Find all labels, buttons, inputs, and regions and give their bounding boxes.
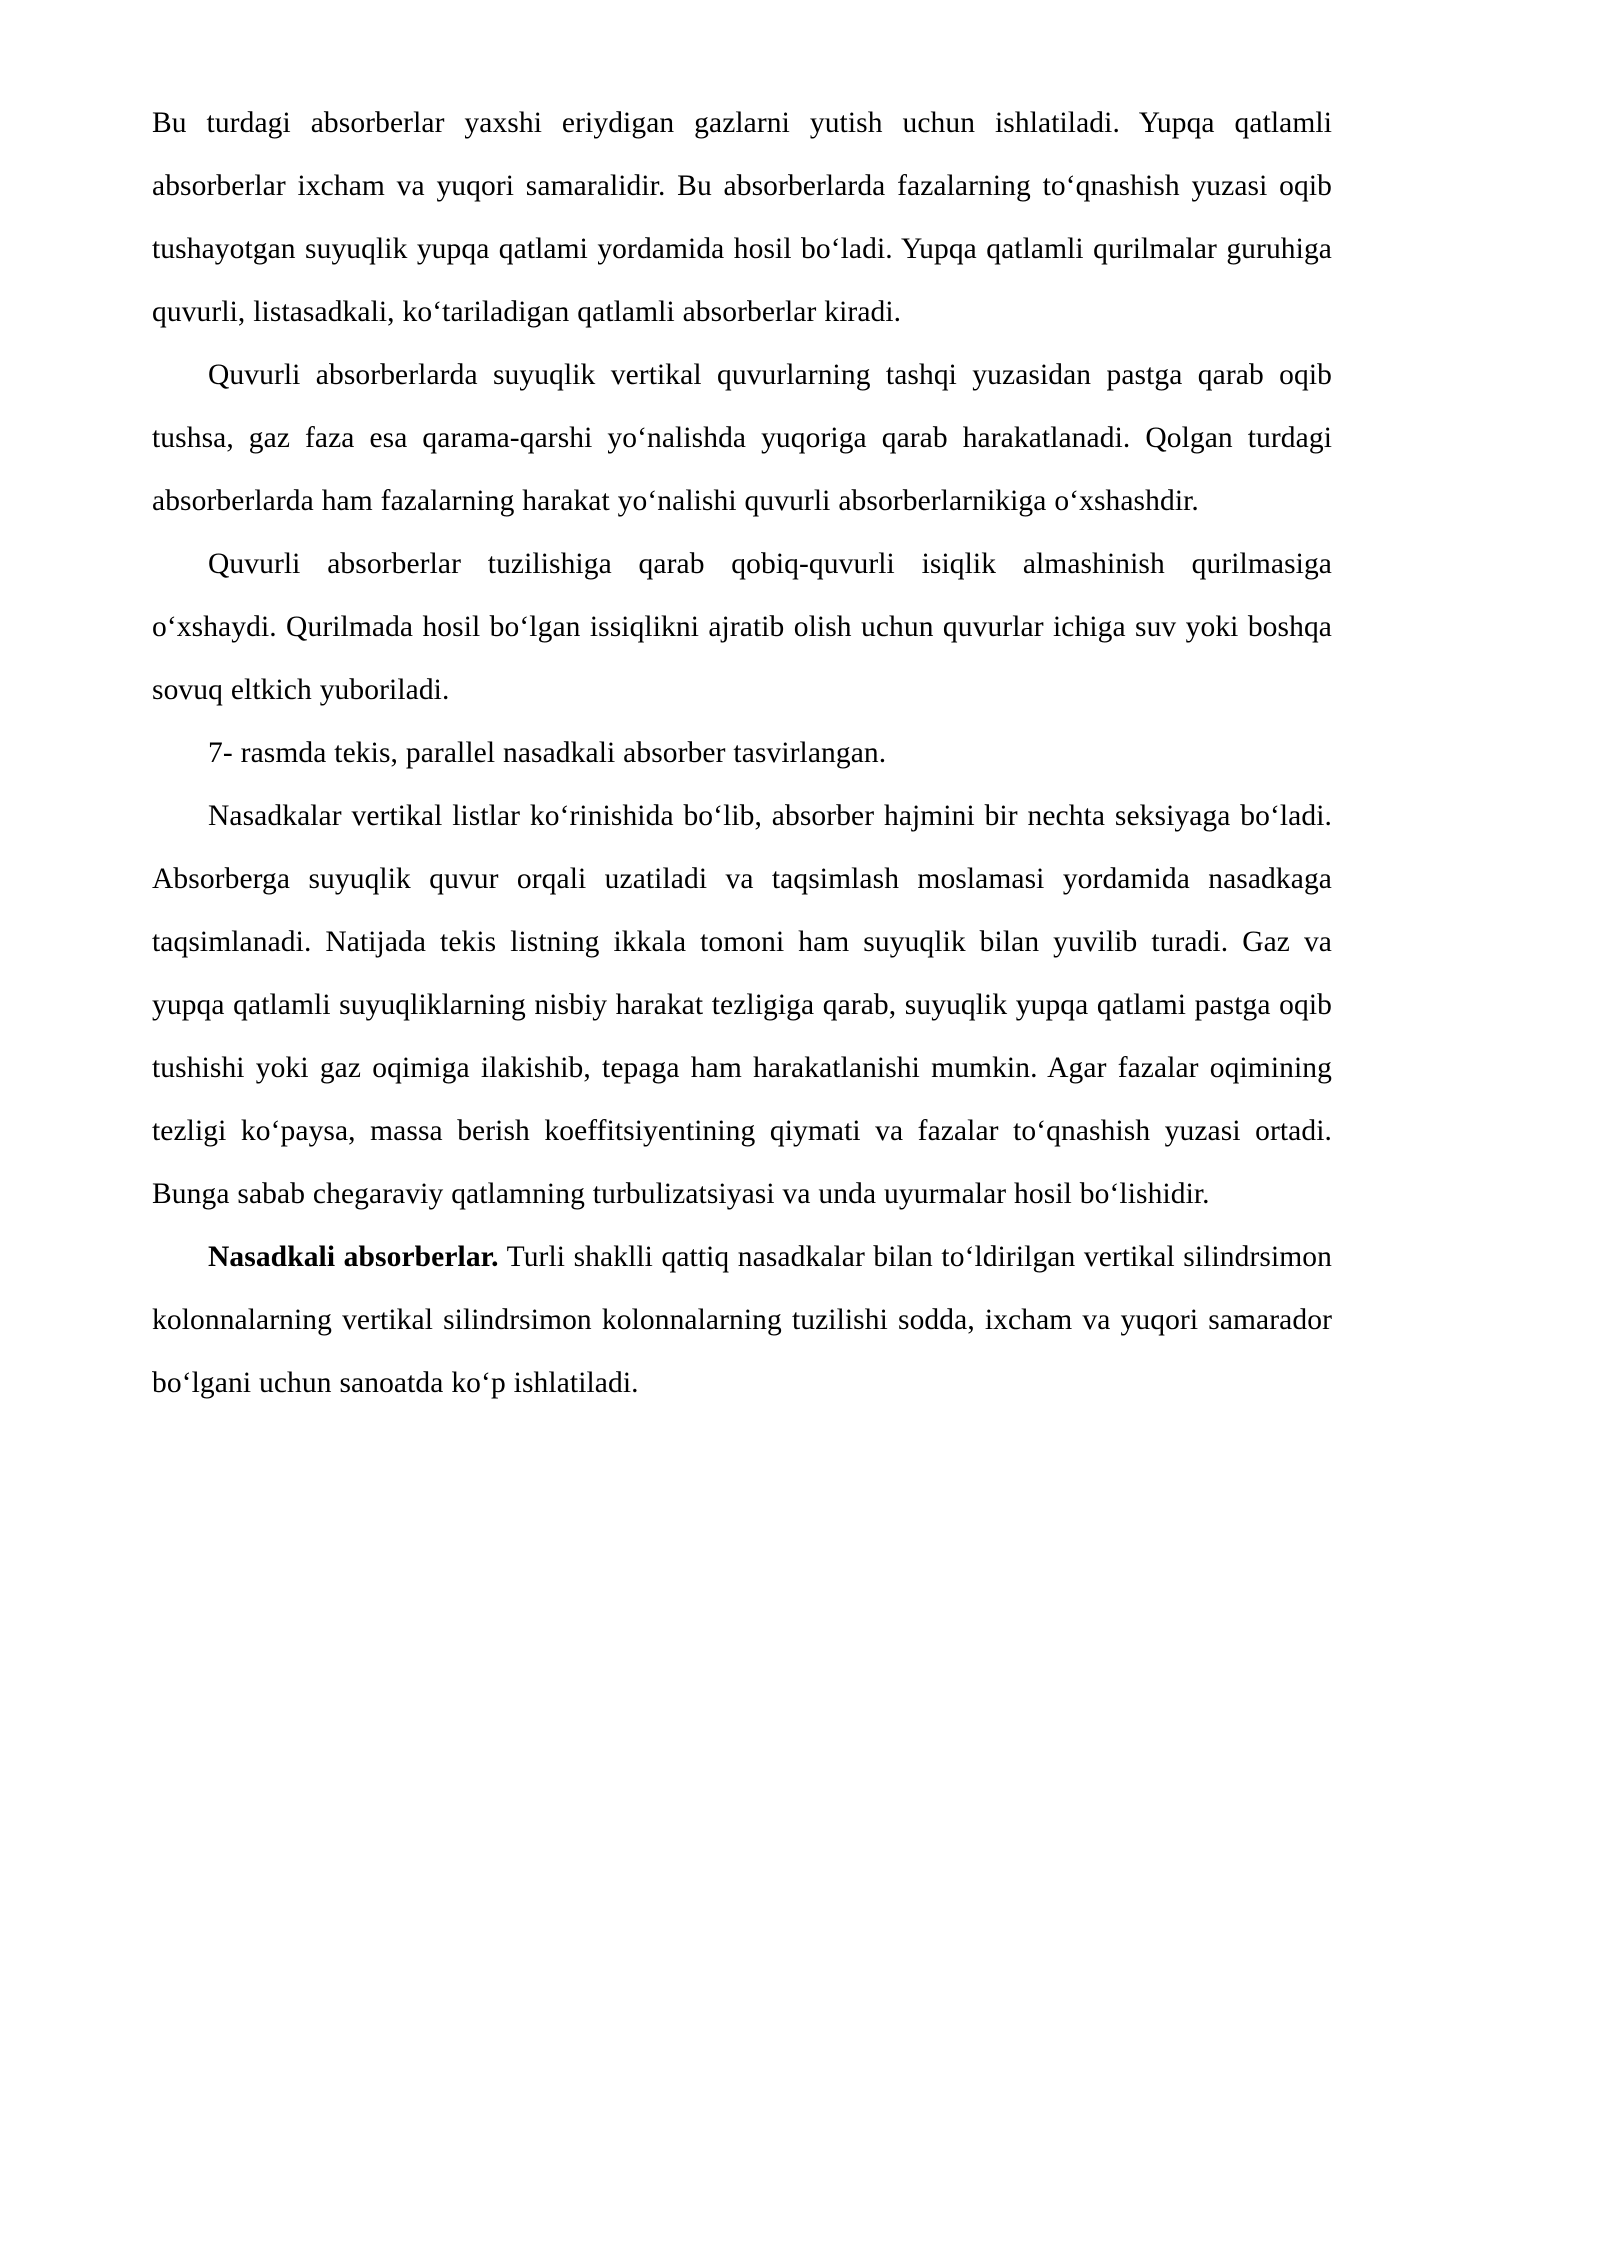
paragraph-6 [152,1226,1332,1415]
paragraph-1: Bu turdagi absorberlar yaxshi eriydigan gazlarni yutish uchun ishlatiladi. Yupqa qatlamli absorberlar ixcham va yuqori samaralidir. Bu absorberlarda fazalarning to‘qnashish yuzasi oqib tushayotgan suyuqlik yupqa qatlami yordamida hosil bo‘ladi. Yupqa qatlamli qurilmalar guruhiga quvurli, listasadkali, ko‘tariladigan qatlamli absorberlar kiradi. [152,107,1332,328]
paragraph-3: Quvurli absorberlar tuzilishiga qarab qobiq-quvurli isiqlik almashinish qurilmasiga o‘xshaydi. Qurilmada hosil bo‘lgan issiqlikni ajratib olish uchun quvurlar ichiga suv yoki boshqa sovuq eltkich yuboriladi. [152,548,1332,706]
paragraph-2: Quvurli absorberlarda suyuqlik vertikal quvurlarning tashqi yuzasidan pastga qarab oqib tushsa, gaz faza esa qarama-qarshi yo‘nalishda yuqoriga qarab harakatlanadi. Qolgan turdagi absorberlarda ham fazalarning harakat yo‘nalishi quvurli absorberlarnikiga o‘xshashdir. [152,359,1332,517]
paragraph-6-body: Turli shaklli qattiq nasadkalar bilan to‘ldirilgan vertikal silindrsimon kolonnalarning vertikal silindrsimon kolonnalarning tuzilishi sodda, ixcham va yuqori samarador bo‘lgani uchun sanoatda ko‘p ishlatiladi. [152,1241,1332,1399]
text-column [152,92,1332,1415]
paragraph-figure-reference: 7- rasmda tekis, parallel nasadkali absorber tasvirlangan. [208,737,887,769]
paragraph-5: Nasadkalar vertikal listlar ko‘rinishida bo‘lib, absorber hajmini bir nechta seksiyaga bo‘ladi. Absorberga suyuqlik quvur orqali uzatiladi va taqsimlash moslamasi yordamida nasadkaga taqsimlanadi. Natijada tekis listning ikkala tomoni ham suyuqlik bilan yuvilib turadi. Gaz va yupqa qatlamli suyuqliklarning nisbiy harakat tezligiga qarab, suyuqlik yupqa qatlami pastga oqib tushishi yoki gaz oqimiga ilakishib, tepaga ham harakatlanishi mumkin. Agar fazalar oqimining tezligi ko‘paysa, massa berish koeffitsiyentining qiymati va fazalar to‘qnashish yuzasi ortadi. Bunga sabab chegaraviy qatlamning turbulizatsiyasi va unda uyurmalar hosil bo‘lishidir. [152,800,1332,1210]
paragraph-6-lead-in: Nasadkali absorberlar. [208,1241,499,1273]
